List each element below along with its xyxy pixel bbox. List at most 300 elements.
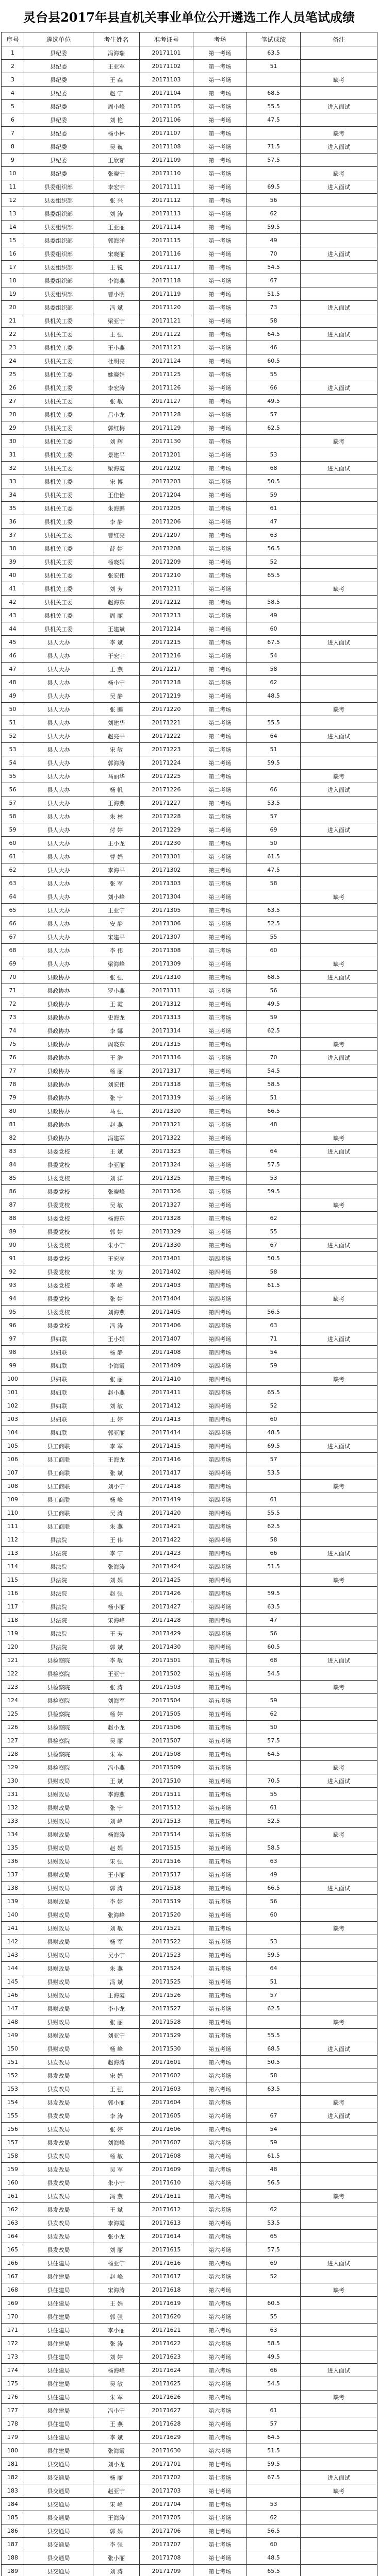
cell-index: 148: [2, 2015, 24, 2029]
cell-ticket: 20171626: [140, 2391, 193, 2404]
cell-room: 第六考场: [193, 2444, 247, 2458]
cell-ticket: 20171401: [140, 1252, 193, 1265]
cell-room: 第三考场: [193, 1158, 247, 1172]
table-row: [2, 689, 377, 703]
cell-name: 宋建平: [93, 930, 140, 944]
cell-name: 杨晓娟: [93, 555, 140, 569]
table-row: [2, 1627, 377, 1640]
cell-score: 66: [247, 783, 301, 796]
cell-ticket: 20171225: [140, 770, 193, 783]
cell-name: 冯 斌: [93, 301, 140, 314]
cell-unit: 县委党校: [24, 1145, 93, 1158]
cell-room: 第三考场: [193, 1185, 247, 1198]
cell-name: 张 涛: [93, 1681, 140, 1694]
cell-name: 宋晓丽: [93, 247, 140, 261]
table-row: [2, 1922, 377, 1935]
cell-score: 47.5: [247, 863, 301, 877]
cell-room: 第一考场: [193, 368, 247, 381]
cell-ticket: 20171519: [140, 1895, 193, 1908]
table-row: [2, 314, 377, 328]
cell-name: 杨海涛: [93, 1828, 140, 1841]
cell-score: 58.5: [247, 1841, 301, 1855]
cell-unit: 县机关工委: [24, 381, 93, 395]
table-row: [2, 154, 377, 167]
cell-remark: 进入面试: [301, 1239, 377, 1252]
table-row: [2, 1761, 377, 1774]
table-row: [2, 1868, 377, 1882]
cell-index: 12: [2, 194, 24, 207]
cell-ticket: 20171409: [140, 1359, 193, 1372]
cell-name: 郭 斌: [93, 1640, 140, 1654]
col-header-name: 考生姓名: [93, 32, 140, 46]
table-row: [2, 1788, 377, 1801]
cell-unit: 县机关工委: [24, 542, 93, 555]
cell-unit: 县机关工委: [24, 596, 93, 609]
cell-unit: 县住建局: [24, 2257, 93, 2270]
cell-ticket: 20171513: [140, 1815, 193, 1828]
table-row: [2, 1841, 377, 1855]
cell-unit: 县纪委: [24, 87, 93, 100]
cell-unit: 县检察院: [24, 1654, 93, 1667]
cell-index: 84: [2, 1158, 24, 1172]
cell-unit: 县工商联: [24, 1466, 93, 1480]
cell-index: 96: [2, 1319, 24, 1332]
cell-unit: 县委党校: [24, 1225, 93, 1239]
cell-room: 第五考场: [193, 1962, 247, 1975]
cell-score: 63: [247, 2324, 301, 2337]
cell-remark: [301, 475, 377, 488]
cell-score: [247, 435, 301, 448]
cell-score: 51: [247, 1091, 301, 1105]
cell-score: 64: [247, 1962, 301, 1975]
cell-remark: 缺考: [301, 2283, 377, 2297]
cell-unit: 县机关工委: [24, 462, 93, 475]
cell-score: 65.5: [247, 1386, 301, 1399]
cell-unit: 县人大办: [24, 850, 93, 863]
cell-remark: 缺考: [301, 1761, 377, 1774]
cell-ticket: 20171109: [140, 154, 193, 167]
cell-name: 周晓东: [93, 1038, 140, 1051]
cell-name: 杨小丽: [93, 1600, 140, 1614]
cell-score: [247, 1131, 301, 1145]
cell-unit: 县财政局: [24, 2042, 93, 2056]
table-row: [2, 2123, 377, 2136]
cell-index: 46: [2, 649, 24, 663]
cell-unit: 县法院: [24, 1573, 93, 1587]
cell-ticket: 20171411: [140, 1386, 193, 1399]
cell-index: 149: [2, 2029, 24, 2042]
table-row: [2, 850, 377, 863]
cell-name: 王 锐: [93, 261, 140, 274]
cell-remark: [301, 2551, 377, 2565]
cell-ticket: 20171309: [140, 957, 193, 971]
cell-unit: 县机关工委: [24, 582, 93, 596]
cell-index: 131: [2, 1788, 24, 1801]
cell-score: 59.5: [247, 1185, 301, 1198]
cell-name: 朱海鹏: [93, 502, 140, 515]
cell-name: 梁海峰: [93, 957, 140, 971]
cell-score: 58: [247, 314, 301, 328]
cell-name: 张 涛: [93, 2337, 140, 2350]
cell-room: 第三考场: [193, 1225, 247, 1239]
cell-remark: 缺考: [301, 1292, 377, 1306]
table-row: [2, 2431, 377, 2444]
cell-name: 郭小丽: [93, 2096, 140, 2109]
cell-score: 60: [247, 1413, 301, 1426]
cell-index: 155: [2, 2109, 24, 2123]
table-row: [2, 2136, 377, 2149]
cell-index: 180: [2, 2444, 24, 2458]
cell-room: 第四考场: [193, 1332, 247, 1346]
cell-score: 59: [247, 488, 301, 502]
cell-room: 第六考场: [193, 2216, 247, 2230]
cell-name: 刘小宁: [93, 1480, 140, 1493]
cell-room: 第二考场: [193, 730, 247, 743]
cell-name: 王建斌: [93, 622, 140, 636]
cell-index: 48: [2, 676, 24, 689]
cell-name: 李亚丽: [93, 1158, 140, 1172]
cell-name: 冯 斌: [93, 1975, 140, 1989]
cell-score: 69.5: [247, 1439, 301, 1453]
cell-index: 113: [2, 1547, 24, 1560]
cell-unit: 县政协办: [24, 1051, 93, 1064]
table-row: [2, 328, 377, 341]
cell-room: 第四考场: [193, 1386, 247, 1399]
cell-remark: [301, 2069, 377, 2082]
cell-room: 第六考场: [193, 2350, 247, 2364]
cell-name: 刘小龙: [93, 2458, 140, 2471]
cell-unit: 县交通局: [24, 2471, 93, 2484]
cell-name: 赵 强: [93, 1587, 140, 1600]
cell-room: 第六考场: [193, 2082, 247, 2096]
table-row: [2, 448, 377, 462]
cell-score: 59.5: [247, 756, 301, 770]
cell-name: 杨 婷: [93, 1707, 140, 1721]
cell-index: 134: [2, 1828, 24, 1841]
cell-name: 杨亚宁: [93, 2257, 140, 2270]
cell-remark: [301, 1935, 377, 1948]
cell-unit: 县财政局: [24, 1989, 93, 2002]
cell-remark: [301, 1587, 377, 1600]
cell-remark: [301, 1734, 377, 1748]
cell-ticket: 20171616: [140, 2257, 193, 2270]
cell-ticket: 20171526: [140, 1989, 193, 2002]
cell-remark: [301, 221, 377, 234]
table-row: [2, 515, 377, 529]
cell-name: 马丽华: [93, 770, 140, 783]
cell-room: 第六考场: [193, 2337, 247, 2350]
cell-index: 22: [2, 328, 24, 341]
cell-unit: 县住建局: [24, 2391, 93, 2404]
cell-remark: [301, 1948, 377, 1962]
cell-remark: 缺考: [301, 1573, 377, 1587]
table-row: [2, 1051, 377, 1064]
cell-room: 第五考场: [193, 1774, 247, 1788]
cell-score: 57: [247, 1453, 301, 1466]
cell-name: 刘 涛: [93, 2565, 140, 2576]
cell-room: 第四考场: [193, 1493, 247, 1506]
cell-name: 景建平: [93, 448, 140, 462]
cell-remark: 缺考: [301, 1131, 377, 1145]
cell-remark: [301, 850, 377, 863]
cell-ticket: 20171111: [140, 180, 193, 194]
cell-ticket: 20171214: [140, 622, 193, 636]
cell-remark: [301, 2136, 377, 2149]
cell-ticket: 20171430: [140, 1640, 193, 1654]
cell-room: 第一考场: [193, 274, 247, 287]
cell-room: 第六考场: [193, 2310, 247, 2324]
table-row: [2, 542, 377, 555]
cell-name: 宋 峰: [93, 2498, 140, 2511]
cell-ticket: 20171418: [140, 1480, 193, 1493]
cell-room: 第二考场: [193, 823, 247, 837]
cell-score: 47: [247, 1614, 301, 1627]
cell-room: 第四考场: [193, 1560, 247, 1573]
cell-score: 61.5: [247, 1279, 301, 1292]
cell-score: [247, 1198, 301, 1212]
cell-unit: 县机关工委: [24, 435, 93, 448]
cell-unit: 县人大办: [24, 770, 93, 783]
cell-score: 53: [247, 1172, 301, 1185]
cell-score: 65.5: [247, 569, 301, 582]
cell-remark: 进入面试: [301, 1882, 377, 1895]
cell-room: 第三考场: [193, 984, 247, 997]
cell-score: 61: [247, 2404, 301, 2417]
cell-index: 135: [2, 1841, 24, 1855]
cell-index: 139: [2, 1895, 24, 1908]
cell-unit: 县委党校: [24, 1319, 93, 1332]
cell-index: 103: [2, 1413, 24, 1426]
cell-name: 刘 峰: [93, 1815, 140, 1828]
cell-name: 王海龙: [93, 1453, 140, 1466]
table-row: [2, 2203, 377, 2216]
cell-score: 63: [247, 1319, 301, 1332]
cell-ticket: 20171614: [140, 2230, 193, 2243]
cell-unit: 县住建局: [24, 2350, 93, 2364]
cell-score: 56.5: [247, 542, 301, 555]
cell-room: 第六考场: [193, 2149, 247, 2163]
cell-remark: [301, 2431, 377, 2444]
table-row: [2, 904, 377, 917]
cell-room: 第五考场: [193, 2029, 247, 2042]
cell-name: 张晓宁: [93, 167, 140, 180]
cell-room: 第二考场: [193, 609, 247, 622]
cell-room: 第一考场: [193, 395, 247, 408]
cell-name: 冯 燕: [93, 2190, 140, 2203]
cell-index: 144: [2, 1962, 24, 1975]
cell-ticket: 20171429: [140, 1627, 193, 1640]
cell-name: 王小龙: [93, 837, 140, 850]
cell-remark: [301, 1453, 377, 1466]
table-row: [2, 2511, 377, 2524]
cell-score: [247, 2283, 301, 2297]
table-row: [2, 1560, 377, 1573]
cell-name: 李 宁: [93, 1547, 140, 1560]
table-row: [2, 2069, 377, 2082]
table-row: [2, 555, 377, 569]
cell-ticket: 20171422: [140, 1533, 193, 1547]
cell-unit: 县人大办: [24, 917, 93, 930]
cell-remark: [301, 1627, 377, 1640]
cell-room: 第四考场: [193, 1359, 247, 1372]
cell-remark: [301, 609, 377, 622]
cell-name: 王海燕: [93, 796, 140, 810]
cell-ticket: 20171112: [140, 194, 193, 207]
cell-name: 朱 林: [93, 810, 140, 823]
cell-remark: 进入面试: [301, 140, 377, 154]
cell-ticket: 20171621: [140, 2324, 193, 2337]
cell-ticket: 20171517: [140, 1868, 193, 1882]
cell-room: 第四考场: [193, 1587, 247, 1600]
cell-score: 66: [247, 2364, 301, 2377]
cell-name: 张 鹏: [93, 703, 140, 716]
table-row: [2, 1024, 377, 1038]
cell-remark: 进入面试: [301, 2471, 377, 2484]
cell-room: 第五考场: [193, 1948, 247, 1962]
cell-index: 15: [2, 234, 24, 247]
cell-name: 吴小宁: [93, 1948, 140, 1962]
cell-unit: 县工商联: [24, 1439, 93, 1453]
cell-index: 25: [2, 368, 24, 381]
cell-ticket: 20171129: [140, 421, 193, 435]
cell-room: 第三考场: [193, 1172, 247, 1185]
cell-unit: 县人大办: [24, 703, 93, 716]
cell-room: 第五考场: [193, 1882, 247, 1895]
cell-room: 第一考场: [193, 113, 247, 127]
cell-ticket: 20171706: [140, 2524, 193, 2538]
cell-score: 66.5: [247, 1882, 301, 1895]
cell-remark: 缺考: [301, 1922, 377, 1935]
cell-ticket: 20171211: [140, 582, 193, 596]
cell-unit: 县财政局: [24, 1922, 93, 1935]
cell-unit: 县政协办: [24, 1131, 93, 1145]
cell-ticket: 20171213: [140, 609, 193, 622]
cell-room: 第二考场: [193, 542, 247, 555]
cell-ticket: 20171506: [140, 1721, 193, 1734]
cell-name: 刘 婷: [93, 2350, 140, 2364]
cell-room: 第三考场: [193, 1105, 247, 1118]
cell-score: 52.5: [247, 1815, 301, 1828]
cell-index: 13: [2, 207, 24, 221]
cell-remark: [301, 1306, 377, 1319]
cell-ticket: 20171223: [140, 743, 193, 756]
cell-index: 136: [2, 1855, 24, 1868]
cell-room: 第六考场: [193, 2123, 247, 2136]
cell-index: 16: [2, 247, 24, 261]
cell-room: 第四考场: [193, 1600, 247, 1614]
cell-room: 第六考场: [193, 2257, 247, 2270]
cell-score: 61: [247, 1801, 301, 1815]
cell-index: 162: [2, 2203, 24, 2216]
table-row: [2, 1614, 377, 1627]
cell-unit: 县住建局: [24, 2417, 93, 2431]
cell-room: 第四考场: [193, 1547, 247, 1560]
cell-unit: 县机关工委: [24, 622, 93, 636]
table-row: [2, 140, 377, 154]
cell-index: 81: [2, 1118, 24, 1131]
cell-remark: 缺考: [301, 2190, 377, 2203]
cell-room: 第六考场: [193, 2243, 247, 2257]
cell-index: 95: [2, 1306, 24, 1319]
cell-unit: 县政协办: [24, 984, 93, 997]
cell-remark: [301, 2565, 377, 2576]
cell-unit: 县检察院: [24, 1721, 93, 1734]
cell-room: 第六考场: [193, 2069, 247, 2082]
cell-remark: [301, 944, 377, 957]
cell-room: 第五考场: [193, 1815, 247, 1828]
cell-name: 刘海军: [93, 1694, 140, 1707]
cell-ticket: 20171424: [140, 1560, 193, 1573]
cell-index: 156: [2, 2123, 24, 2136]
cell-room: 第一考场: [193, 221, 247, 234]
cell-score: 57.5: [247, 154, 301, 167]
cell-index: 4: [2, 87, 24, 100]
cell-unit: 县发改局: [24, 2203, 93, 2216]
cell-index: 58: [2, 810, 24, 823]
cell-index: 175: [2, 2377, 24, 2391]
cell-index: 1: [2, 46, 24, 60]
cell-room: 第七考场: [193, 2551, 247, 2565]
cell-ticket: 20171105: [140, 100, 193, 113]
cell-index: 106: [2, 1453, 24, 1466]
cell-ticket: 20171121: [140, 314, 193, 328]
cell-ticket: 20171318: [140, 1078, 193, 1091]
cell-unit: 县人大办: [24, 837, 93, 850]
cell-unit: 县工商联: [24, 1480, 93, 1493]
cell-room: 第五考场: [193, 1654, 247, 1667]
cell-name: 刘 芳: [93, 582, 140, 596]
table-row: [2, 917, 377, 930]
cell-room: 第一考场: [193, 314, 247, 328]
cell-unit: 县机关工委: [24, 555, 93, 569]
cell-ticket: 20171530: [140, 2042, 193, 2056]
cell-ticket: 20171229: [140, 823, 193, 837]
cell-index: 189: [2, 2565, 24, 2576]
cell-remark: [301, 1560, 377, 1573]
cell-room: 第二考场: [193, 756, 247, 770]
cell-index: 101: [2, 1386, 24, 1399]
cell-score: 59: [247, 1011, 301, 1024]
cell-remark: [301, 1078, 377, 1091]
cell-score: 56: [247, 194, 301, 207]
cell-index: 57: [2, 796, 24, 810]
table-row: [2, 1225, 377, 1239]
cell-score: 53: [247, 2498, 301, 2511]
cell-remark: 进入面试: [301, 971, 377, 984]
cell-remark: [301, 555, 377, 569]
cell-unit: 县发改局: [24, 2243, 93, 2257]
table-row: [2, 1493, 377, 1506]
cell-name: 张小丽: [93, 2551, 140, 2565]
cell-name: 张 强: [93, 971, 140, 984]
cell-index: 50: [2, 703, 24, 716]
cell-remark: [301, 1493, 377, 1506]
cell-ticket: 20171324: [140, 1158, 193, 1172]
cell-room: 第五考场: [193, 1721, 247, 1734]
cell-remark: [301, 448, 377, 462]
cell-unit: 县纪委: [24, 60, 93, 73]
cell-score: 54: [247, 649, 301, 663]
cell-remark: [301, 113, 377, 127]
cell-score: 48: [247, 2163, 301, 2176]
cell-ticket: 20171501: [140, 1654, 193, 1667]
cell-room: 第一考场: [193, 127, 247, 140]
cell-remark: [301, 515, 377, 529]
table-row: [2, 783, 377, 796]
cell-unit: 县委党校: [24, 1292, 93, 1306]
cell-index: 43: [2, 609, 24, 622]
cell-score: 54.5: [247, 1667, 301, 1681]
